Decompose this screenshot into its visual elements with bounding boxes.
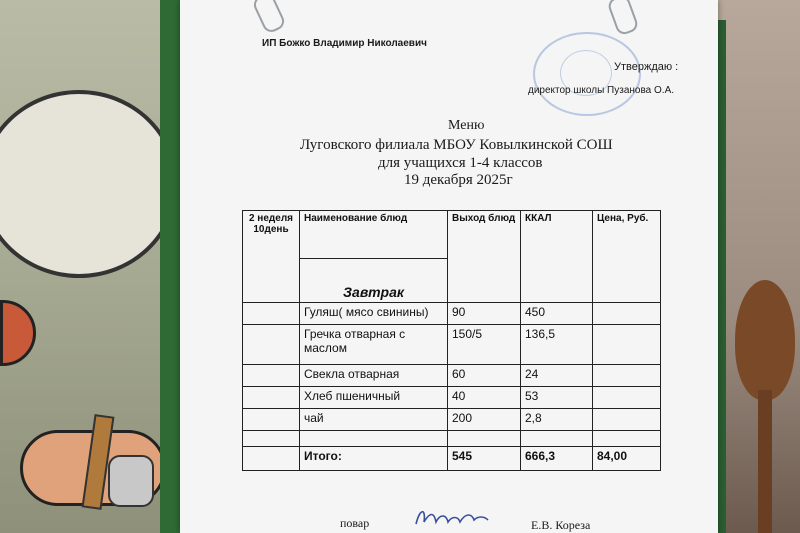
dish-kcal: 2,8	[521, 409, 593, 431]
dish-kcal: 24	[521, 365, 593, 387]
table-row	[243, 303, 661, 325]
dish-name: Гречка отварная с маслом	[300, 325, 448, 365]
menu-subtitle: Луговского филиала МБОУ Ковылкинской СОШ	[300, 137, 613, 153]
dish-kcal: 450	[521, 303, 593, 325]
dish-output: 200	[448, 409, 521, 431]
table-row	[243, 325, 661, 365]
table-row-empty	[243, 431, 661, 447]
total-price: 84,00	[593, 447, 661, 471]
dish-name: Хлеб пшеничный	[300, 387, 448, 409]
menu-audience: для учащихся 1-4 классов	[378, 155, 543, 171]
total-kcal: 666,3	[521, 447, 593, 471]
dish-output: 60	[448, 365, 521, 387]
dish-output: 90	[448, 303, 521, 325]
cook-signature	[412, 506, 492, 530]
total-output: 545	[448, 447, 521, 471]
organization-name: ИП Божко Владимир Николаевич	[262, 38, 427, 49]
dish-name: Свекла отварная	[300, 365, 448, 387]
meal-label: Завтрак	[300, 259, 448, 303]
wooden-spoon-illustration	[735, 280, 795, 400]
week-cell: 2 неделя 10день	[243, 211, 300, 303]
dish-name: чай	[300, 409, 448, 431]
header-price: Цена, Руб.	[593, 211, 661, 303]
dish-output: 40	[448, 387, 521, 409]
director-line: директор школы Пузанова О.А.	[528, 85, 675, 96]
header-kcal: ККАЛ	[521, 211, 593, 303]
total-label: Итого:	[300, 447, 448, 471]
menu-title: Меню	[448, 118, 485, 133]
menu-date: 19 декабря 2025г	[404, 172, 513, 188]
dish-name: Гуляш( мясо свинины)	[300, 303, 448, 325]
table-header-row	[243, 211, 661, 259]
cook-name: Е.В. Кореза	[531, 518, 591, 532]
table-row	[243, 387, 661, 409]
dish-kcal: 136,5	[521, 325, 593, 365]
salt-shaker-illustration	[108, 455, 154, 507]
header-dish-name: Наименование блюд	[300, 211, 448, 259]
wooden-spoon-handle	[758, 390, 772, 533]
approval-label: Утверждаю :	[614, 61, 679, 73]
table-row	[243, 409, 661, 431]
dish-output: 150/5	[448, 325, 521, 365]
dish-kcal: 53	[521, 387, 593, 409]
total-row	[243, 447, 661, 471]
cook-role: повар	[340, 516, 370, 530]
table-row	[243, 365, 661, 387]
header-output: Выход блюд	[448, 211, 521, 303]
menu-table	[242, 210, 661, 471]
